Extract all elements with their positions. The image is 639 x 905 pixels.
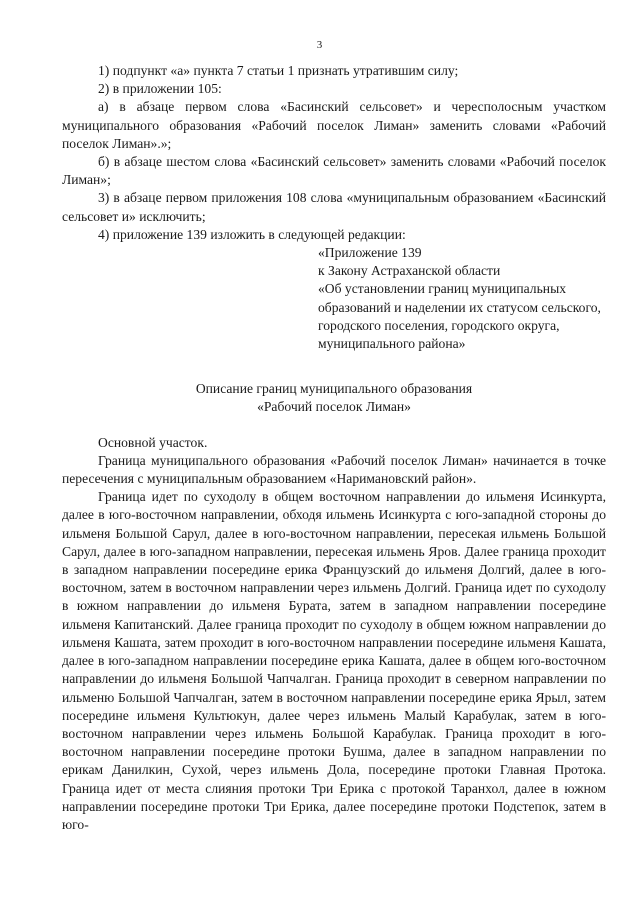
section-title (62, 380, 606, 416)
page-number: 3 (316, 39, 323, 51)
appendix-law: к Закону Астраханской области (318, 263, 501, 279)
amendment-item: 2) в приложении 105: (98, 81, 222, 97)
amendment-item: б) в абзаце шестом слова «Басинский сельсовет» заменить словами «Рабочий поселок Лиман»; (62, 154, 606, 188)
body-paragraph: Граница идет по суходолу в общем восточном направлении до ильменя Исинкурта, далее в юго-восточном направлении, обходя ильмень Исинкурта с юго-западной стороны до ильменя Большой Сарул, далее в юго-восточном направлении, пересекая ильмень Большой Сарул, далее в юго-западном направлении, пересекая ильмень Яров. Далее граница проходит в западном направлении посередине ерика Французский до ильменя Долгий, далее в юго-восточном, затем в восточном направлении через ильмень Долгий. Граница идет по суходолу в южном направлении до ильменя Бурата, затем в западном направлении посередине ильменя Капитанский. Далее граница проходит по суходолу в общем южном направлении до ильменя Кашата, затем проходит в юго-восточном направлении посередине ильменя Кашата, далее в юго-западном направлении посередине ерика Кашата, далее в общем юго-восточном направлении до ильменя Большой Чапчалган. Граница проходит в северном направлении по ильменю Большой Чапчалган, затем в восточном направлении посередине ерика Ярыл, затем посередине ильменя Культюкун, далее через ильмень Малый Карабулак, затем в юго-восточном направлении через ильмень Большой Карабулак. Граница проходит в юго-восточном направлении посередине протоки Бушма, далее в западном направлении по ерикам Данилкин, Сухой, через ильмень Дола, посередине протоки Главная Протока. Граница идет от места слияния протоки Три Ерика с протокой Таранхол, далее в южном направлении посередине протоки Три Ерика, далее посередине протоки Подстепок, затем в юго- (62, 489, 606, 832)
appendix-law-name: «Об установлении границ муниципальных образований и наделении их статусом сельского, городского поселения, городского округа, муниципального района» (318, 281, 601, 352)
section-title-line: «Рабочий поселок Лиман» (257, 399, 411, 415)
amendment-item: 1) подпункт «а» пункта 7 статьи 1 признать утратившим силу; (98, 63, 459, 78)
amendment-item: 4) приложение 139 изложить в следующей редакции: (98, 226, 406, 242)
document-body (62, 62, 606, 834)
amendment-item: 3) в абзаце первом приложения 108 слова «муниципальным образованием «Басинский сельсовет и» исключить; (62, 190, 606, 224)
appendix-header (318, 244, 606, 353)
amendment-item: а) в абзаце первом слова «Басинский сельсовет» и чересполосным участком муниципального образования «Рабочий поселок Лиман» заменить словами «Рабочий поселок Лиман».»; (62, 99, 606, 151)
section-title-line: Описание границ муниципального образования (195, 381, 473, 397)
appendix-title: «Приложение 139 (318, 245, 422, 261)
body-paragraph: Граница муниципального образования «Рабочий поселок Лиман» начинается в точке пересечения с муниципальным образованием «Наримановский район». (62, 452, 606, 487)
body-paragraph: Основной участок. (98, 434, 208, 450)
